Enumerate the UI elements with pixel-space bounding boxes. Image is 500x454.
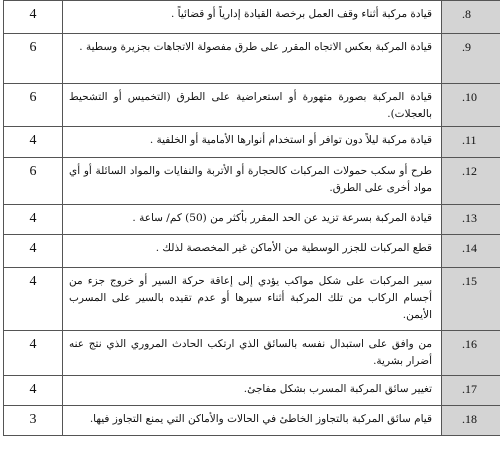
table-row (4, 376, 500, 406)
violation-description: قيام سائق المركبة بالتجاوز الخاطئ في الحالات والأماكن التي يمنع التجاوز فيها. (63, 406, 442, 436)
penalty-points: 6 (4, 84, 63, 127)
row-index: .13 (442, 205, 500, 235)
table-row (4, 127, 500, 158)
row-index: .9 (442, 34, 500, 84)
table-row (4, 406, 500, 436)
penalty-points: 4 (4, 268, 63, 331)
violation-description: قيادة المركبة بسرعة تزيد عن الحد المقرر بأكثر من (50) كم/ ساعة . (63, 205, 442, 235)
row-index: .18 (442, 406, 500, 436)
penalty-points: 4 (4, 1, 63, 34)
table-row (4, 158, 500, 205)
table-row (4, 235, 500, 268)
violation-description: قطع المركبات للجزر الوسطية من الأماكن غير المخصصة لذلك . (63, 235, 442, 268)
row-index: .14 (442, 235, 500, 268)
violation-description: سير المركبات على شكل مواكب يؤدي إلى إعاقة حركة السير أو خروج جزء من أجسام الركاب من تلك المركبة أثناء سيرها أو عدم تقيده بالسير على المسرب الأيمن. (63, 268, 442, 331)
row-index: .16 (442, 331, 500, 376)
table-row (4, 1, 500, 34)
table-row (4, 268, 500, 331)
table-row (4, 331, 500, 376)
violation-description: قيادة المركبة بعكس الاتجاه المقرر على طرق مفصولة الاتجاهات بجزيرة وسطية . (63, 34, 442, 84)
row-index: .11 (442, 127, 500, 158)
penalty-points: 6 (4, 158, 63, 205)
row-index: .12 (442, 158, 500, 205)
table-row (4, 34, 500, 84)
violations-table (3, 0, 500, 436)
penalty-points: 4 (4, 376, 63, 406)
violation-description: من وافق على استبدال نفسه بالسائق الذي ارتكب الحادث المروري الذي نتج عنه أضرار بشرية. (63, 331, 442, 376)
violation-description: طرح أو سكب حمولات المركبات كالحجارة أو الأتربة والنفايات والمواد السائلة أو أي مواد أخرى على الطرق. (63, 158, 442, 205)
penalty-points: 3 (4, 406, 63, 436)
row-index: .10 (442, 84, 500, 127)
row-index: .8 (442, 1, 500, 34)
table-row (4, 205, 500, 235)
penalty-points: 4 (4, 331, 63, 376)
violation-description: قيادة مركبة أثناء وقف العمل برخصة القيادة إدارياً أو قضائياً . (63, 1, 442, 34)
violation-description: تغيير سائق المركبة المسرب بشكل مفاجئ. (63, 376, 442, 406)
violation-description: قيادة مركبة ليلاً دون توافر أو استخدام أنوارها الأمامية أو الخلفية . (63, 127, 442, 158)
penalty-points: 4 (4, 205, 63, 235)
violation-description: قيادة المركبة بصورة متهورة أو استعراضية على الطرق (التخميس أو التشحيط بالعجلات). (63, 84, 442, 127)
penalty-points: 6 (4, 34, 63, 84)
penalty-points: 4 (4, 127, 63, 158)
penalty-points: 4 (4, 235, 63, 268)
row-index: .15 (442, 268, 500, 331)
row-index: .17 (442, 376, 500, 406)
table-row (4, 84, 500, 127)
